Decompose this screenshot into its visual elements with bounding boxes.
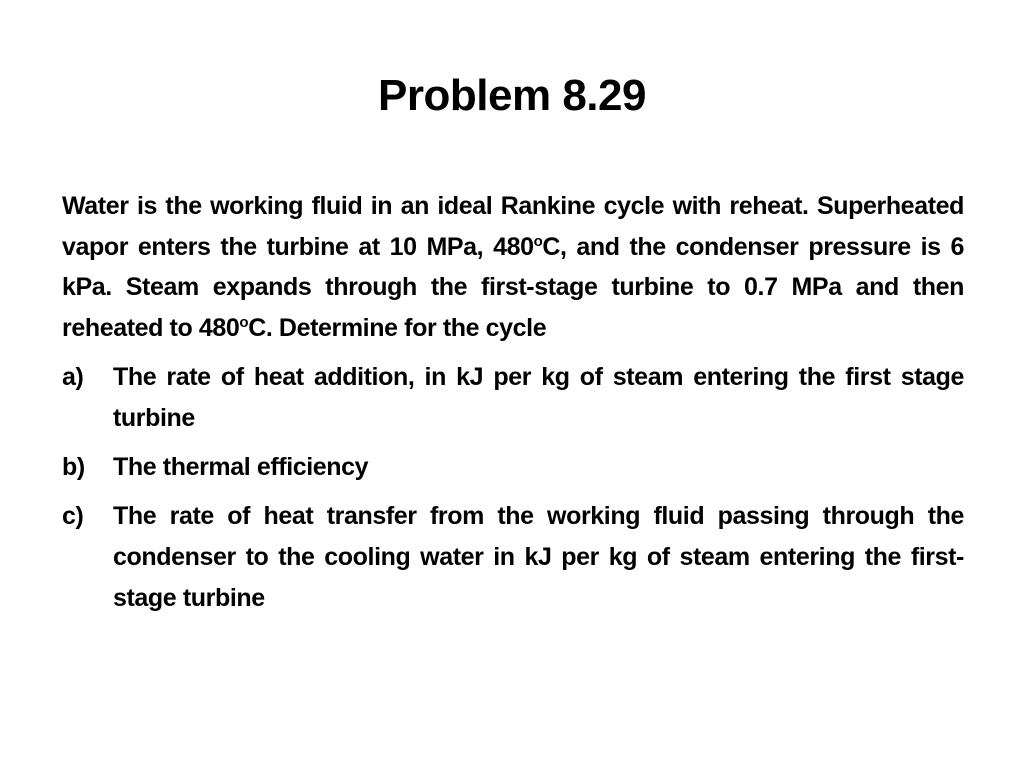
item-marker: c) — [62, 502, 84, 530]
item-marker: a) — [62, 363, 84, 391]
item-marker: b) — [62, 453, 85, 481]
item-text: The rate of heat addition, in kJ per kg of steam entering the first stage turbine — [113, 363, 964, 432]
question-list — [62, 357, 964, 619]
question-item-b — [62, 447, 964, 488]
problem-statement — [62, 186, 964, 348]
slide-title: Problem 8.29 — [378, 71, 646, 120]
degree-symbol: o — [533, 232, 543, 250]
statement-text-1: Water is the working fluid in an ideal Rankine cycle with reheat. Superheated vapor enters the turbine at 10 MPa, 480 — [62, 192, 964, 261]
question-item-a — [62, 357, 964, 439]
statement-text-3: C. Determine for the cycle — [248, 313, 547, 342]
degree-symbol: o — [239, 313, 249, 331]
item-text: The rate of heat transfer from the working fluid passing through the condenser to the cooling water in kJ per kg of steam entering the first-stage turbine — [113, 502, 964, 612]
statement-text-2: C, and the condenser pressure is 6 kPa. Steam expands through the first-stage turbine to 0.7 MPa and then reheated to 480 — [62, 232, 965, 342]
item-text: The thermal efficiency — [113, 453, 369, 481]
question-item-c — [62, 496, 964, 619]
problem-content — [62, 186, 964, 627]
